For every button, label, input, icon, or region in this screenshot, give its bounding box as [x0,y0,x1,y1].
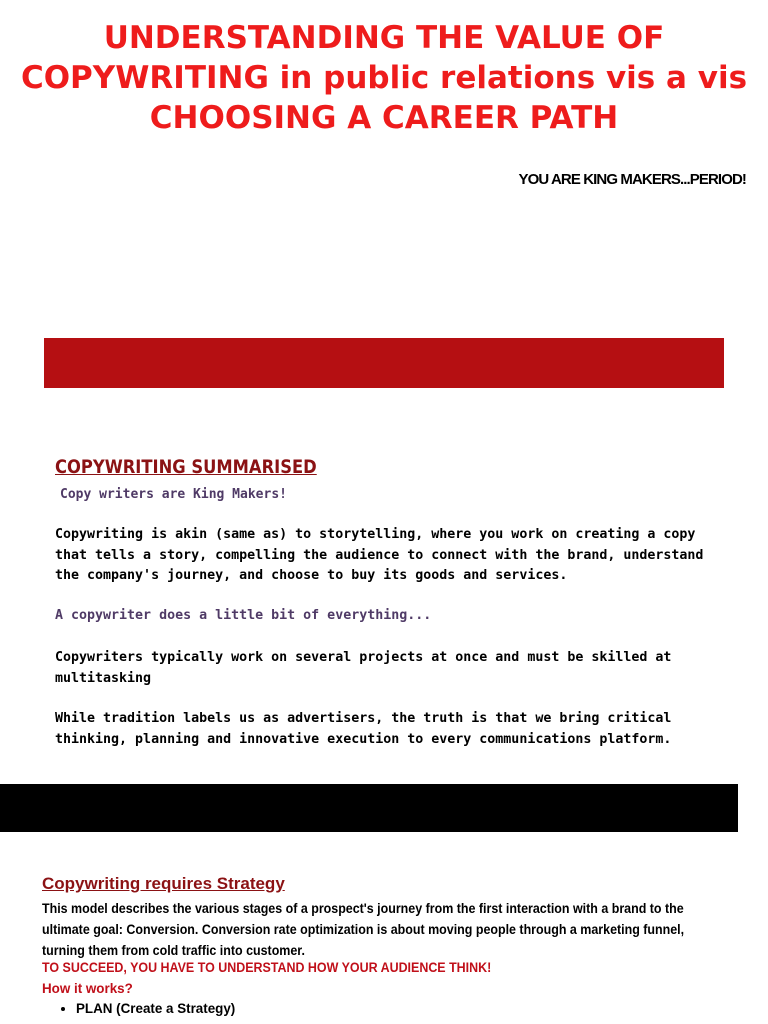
section-subheading: Copy writers are King Makers! [60,487,287,502]
steps-list [62,999,235,1019]
tagline: YOU ARE KING MAKERS...PERIOD! [518,171,746,188]
title-line-1: UNDERSTANDING THE VALUE OF [103,20,665,56]
paragraph-storytelling: Copywriting is akin (same as) to storytelling, where you work on creating a copy that tells a story, compelling the audience to connect with the brand, understand the company's journey, and choose to buy its goods and services. [55,527,704,583]
section-heading-copywriting-summarised: COPYWRITING SUMMARISED [55,456,317,478]
emphasis-line: TO SUCCEED, YOU HAVE TO UNDERSTAND HOW YOUR AUDIENCE THINK! [42,960,492,975]
paragraph-multitasking: Copywriters typically work on several projects at once and must be skilled at multitasking [55,650,672,686]
paragraph-funnel: This model describes the various stages of a prospect's journey from the first interaction with a brand to the ultimate goal: Conversion. Conversion rate optimization is about moving people through a marketing funnel, turning them from cold traffic into customer. [42,901,685,958]
highlight-line: A copywriter does a little bit of everything... [55,608,432,623]
section-heading-strategy: Copywriting requires Strategy [42,874,285,893]
paragraph-critical-thinking: While tradition labels us as advertisers, the truth is that we bring critical thinking, planning and innovative execution to every communications platform. [55,711,672,747]
red-divider-band [44,338,724,388]
list-item: • PLAN (Create a Strategy) [76,999,235,1019]
black-divider-band [0,784,738,832]
title-line-3: CHOOSING A CAREER PATH [149,100,619,136]
how-it-works-label: How it works? [42,981,133,996]
title-line-2: COPYWRITING in public relations vis a vis [20,60,748,96]
page-title [0,18,768,138]
